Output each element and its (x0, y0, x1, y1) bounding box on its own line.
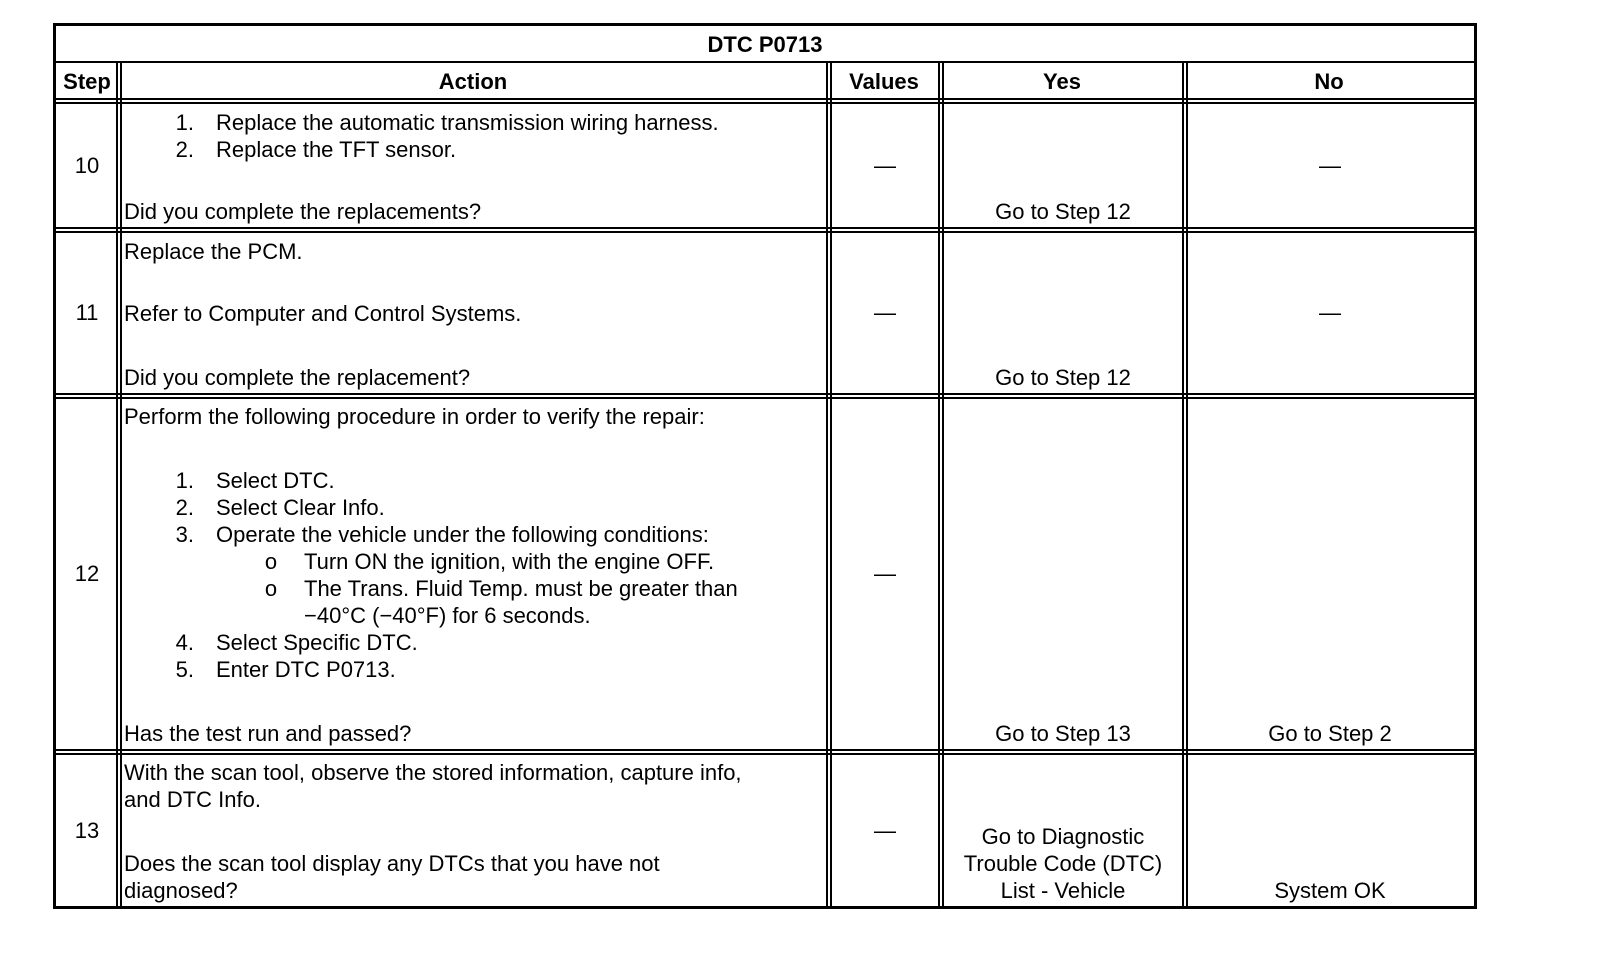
no-result: Go to Step 2 (1268, 721, 1392, 746)
bullet-text: The Trans. Fluid Temp. must be greater than (304, 576, 738, 601)
list-number: 1. (175, 110, 194, 135)
divider (56, 749, 1474, 751)
divider (56, 397, 1474, 399)
action-list-item (166, 629, 418, 656)
bullet-text: Turn ON the ignition, with the engine OFF. (304, 549, 715, 574)
values-dash: — (874, 300, 896, 325)
sub-bullet-item (264, 548, 714, 575)
yes-result-line: Go to Diagnostic (981, 824, 1145, 849)
action-question: Has the test run and passed? (124, 721, 412, 746)
step-number: 11 (75, 300, 99, 325)
divider (120, 61, 122, 906)
yes-result: Go to Step 12 (995, 365, 1131, 390)
sub-bullet-item (264, 575, 738, 602)
header-step: Step (63, 69, 111, 94)
list-text: Enter DTC P0713. (216, 657, 396, 682)
list-text: Select Specific DTC. (216, 630, 418, 655)
header-values: Values (849, 69, 919, 94)
yes-result-line: Trouble Code (DTC) (963, 851, 1163, 876)
divider (826, 61, 828, 906)
header-yes: Yes (1043, 69, 1081, 94)
divider (56, 753, 1474, 755)
dtc-table (53, 23, 1477, 909)
bullet-text-continued: −40°C (−40°F) for 6 seconds. (304, 603, 591, 628)
list-text: Replace the TFT sensor. (216, 137, 457, 162)
yes-result: Go to Step 12 (995, 199, 1131, 224)
divider (56, 98, 1474, 100)
values-dash: — (874, 817, 896, 843)
values-dash: — (874, 561, 896, 586)
action-list-item (166, 494, 385, 521)
list-text: Select DTC. (216, 468, 335, 493)
header-no: No (1314, 69, 1344, 94)
action-list-item (166, 467, 335, 494)
no-dash: — (1319, 152, 1341, 178)
step-number: 12 (74, 561, 100, 586)
action-question: Did you complete the replacement? (124, 365, 471, 390)
no-result: System OK (1274, 878, 1386, 903)
action-list-item (166, 109, 719, 136)
action-text: With the scan tool, observe the stored information, capture info, (124, 760, 742, 785)
list-number: 1. (175, 468, 194, 493)
action-question: diagnosed? (124, 878, 238, 903)
list-text: Operate the vehicle under the following conditions: (216, 522, 709, 547)
header-action: Action (438, 69, 508, 94)
bullet-circle-icon: o (264, 576, 278, 601)
list-text: Select Clear Info. (216, 495, 385, 520)
yes-result: Go to Step 13 (995, 721, 1131, 746)
yes-result-line: List - Vehicle (1000, 878, 1126, 903)
step-number: 13 (74, 817, 100, 843)
action-list-item (166, 136, 456, 163)
action-list-item (166, 521, 709, 548)
action-question: Does the scan tool display any DTCs that you have not (124, 851, 660, 876)
table-title: DTC P0713 (707, 31, 823, 57)
list-number: 2. (175, 137, 194, 162)
bullet-circle-icon: o (264, 549, 278, 574)
action-reference: Refer to Computer and Control Systems. (124, 301, 522, 326)
action-text: and DTC Info. (124, 787, 261, 812)
list-number: 4. (175, 630, 194, 655)
action-intro: Perform the following procedure in order to verify the repair: (124, 404, 705, 429)
list-number: 3. (175, 522, 194, 547)
action-list-item (166, 656, 396, 683)
divider (56, 393, 1474, 395)
list-text: Replace the automatic transmission wiring harness. (216, 110, 719, 135)
list-number: 5. (175, 657, 194, 682)
divider (942, 61, 944, 906)
no-dash: — (1319, 300, 1341, 325)
divider (1182, 61, 1184, 906)
action-question: Did you complete the replacements? (124, 199, 482, 224)
action-text: Replace the PCM. (124, 239, 303, 264)
divider (56, 227, 1474, 229)
values-dash: — (874, 152, 896, 178)
step-number: 10 (74, 152, 100, 178)
list-number: 2. (175, 495, 194, 520)
